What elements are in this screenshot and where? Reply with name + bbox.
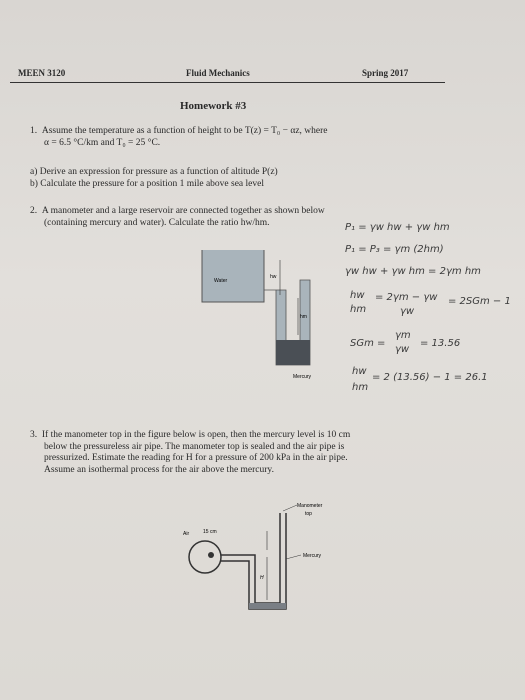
manometer-leader bbox=[283, 505, 297, 511]
reservoir-water bbox=[202, 250, 264, 302]
hw-line-6c: hm bbox=[352, 382, 369, 393]
hw-line-3: γw hw + γw hm = 2γm hm bbox=[345, 266, 481, 277]
q1-line2: α = 6.5 °C/km and T₀ = 25 °C. bbox=[44, 137, 161, 148]
q1-number: 1. bbox=[30, 126, 38, 136]
air-pipe bbox=[189, 541, 221, 573]
water-label: Water bbox=[214, 278, 228, 284]
q2-figure bbox=[190, 240, 340, 385]
mercury-column bbox=[276, 340, 310, 365]
hw-line-4b: = 2γm − γw bbox=[375, 292, 438, 303]
course-code: MEEN 3120 bbox=[18, 68, 66, 78]
hw-line-4c: hm bbox=[350, 304, 367, 315]
q1-part-b: b) Calculate the pressure for a position 1 mile above sea level bbox=[30, 178, 264, 189]
hw-line-4d: γw bbox=[400, 306, 415, 317]
q1-line1: Assume the temperature as a function of height to be T(z) = T₀ − αz, where bbox=[41, 126, 328, 136]
hw-line-4e: = 2SGm − 1 bbox=[448, 296, 511, 307]
term: Spring 2017 bbox=[362, 68, 409, 78]
question-1-parts bbox=[30, 167, 390, 190]
air-pipe-port bbox=[208, 552, 214, 558]
q3-line4: Assume an isothermal process for the air above the mercury. bbox=[44, 464, 274, 475]
mercury-label-q3: Mercury bbox=[303, 553, 322, 559]
course-subject: Fluid Mechanics bbox=[186, 68, 250, 78]
page-header bbox=[10, 66, 445, 83]
hw-line-1: P₁ = γw hw + γw hm bbox=[345, 222, 450, 233]
q1-part-a: a) Derive an expression for pressure as a function of altitude P(z) bbox=[30, 167, 278, 177]
q3-line1: If the manometer top in the figure below is open, then the mercury level is 10 cm bbox=[41, 430, 351, 440]
manometer-tube bbox=[221, 513, 280, 603]
hw-line-6a: hw bbox=[352, 366, 367, 377]
q2-number: 2. bbox=[30, 206, 38, 216]
q3-figure bbox=[175, 495, 375, 615]
hm-label: hm bbox=[300, 314, 307, 320]
hw-line-5d: = 13.56 bbox=[420, 338, 461, 349]
manometer-tube-inner bbox=[221, 513, 286, 609]
mercury-leader bbox=[286, 555, 301, 559]
mercury-bottom bbox=[249, 603, 286, 609]
hw-line-5a: SGm = bbox=[350, 338, 386, 349]
page-title: Homework #3 bbox=[180, 100, 247, 112]
hw-line-4a: hw bbox=[350, 290, 365, 301]
q3-line3: pressurized. Estimate the reading for H for a pressure of 200 kPa in the air pipe. bbox=[44, 453, 348, 463]
hw-line-5b: γm bbox=[395, 330, 411, 341]
q2-line2: (containing mercury and water). Calculate the ratio hw/hm. bbox=[44, 217, 270, 228]
manometer-label: Manometer bbox=[297, 503, 323, 509]
h-label: H bbox=[260, 575, 264, 581]
question-1 bbox=[30, 126, 390, 149]
hw-line-5c: γw bbox=[395, 344, 410, 355]
mercury-label: Mercury bbox=[293, 374, 312, 380]
q3-number: 3. bbox=[30, 430, 38, 440]
hw-line-6b: = 2 (13.56) − 1 = 26.1 bbox=[372, 372, 488, 383]
q2-line1: A manometer and a large reservoir are connected together as shown below bbox=[41, 206, 325, 216]
air-label: Air bbox=[183, 531, 190, 537]
15cm-label: 15 cm bbox=[203, 529, 217, 535]
top-label: top bbox=[305, 511, 312, 517]
question-3 bbox=[30, 430, 470, 476]
q3-line2: below the pressureless air pipe. The manometer top is sealed and the air pipe is bbox=[44, 441, 345, 452]
hw-line-2: P₁ = P₃ = γm (2hm) bbox=[345, 244, 444, 255]
hw-label: hw bbox=[270, 274, 277, 280]
